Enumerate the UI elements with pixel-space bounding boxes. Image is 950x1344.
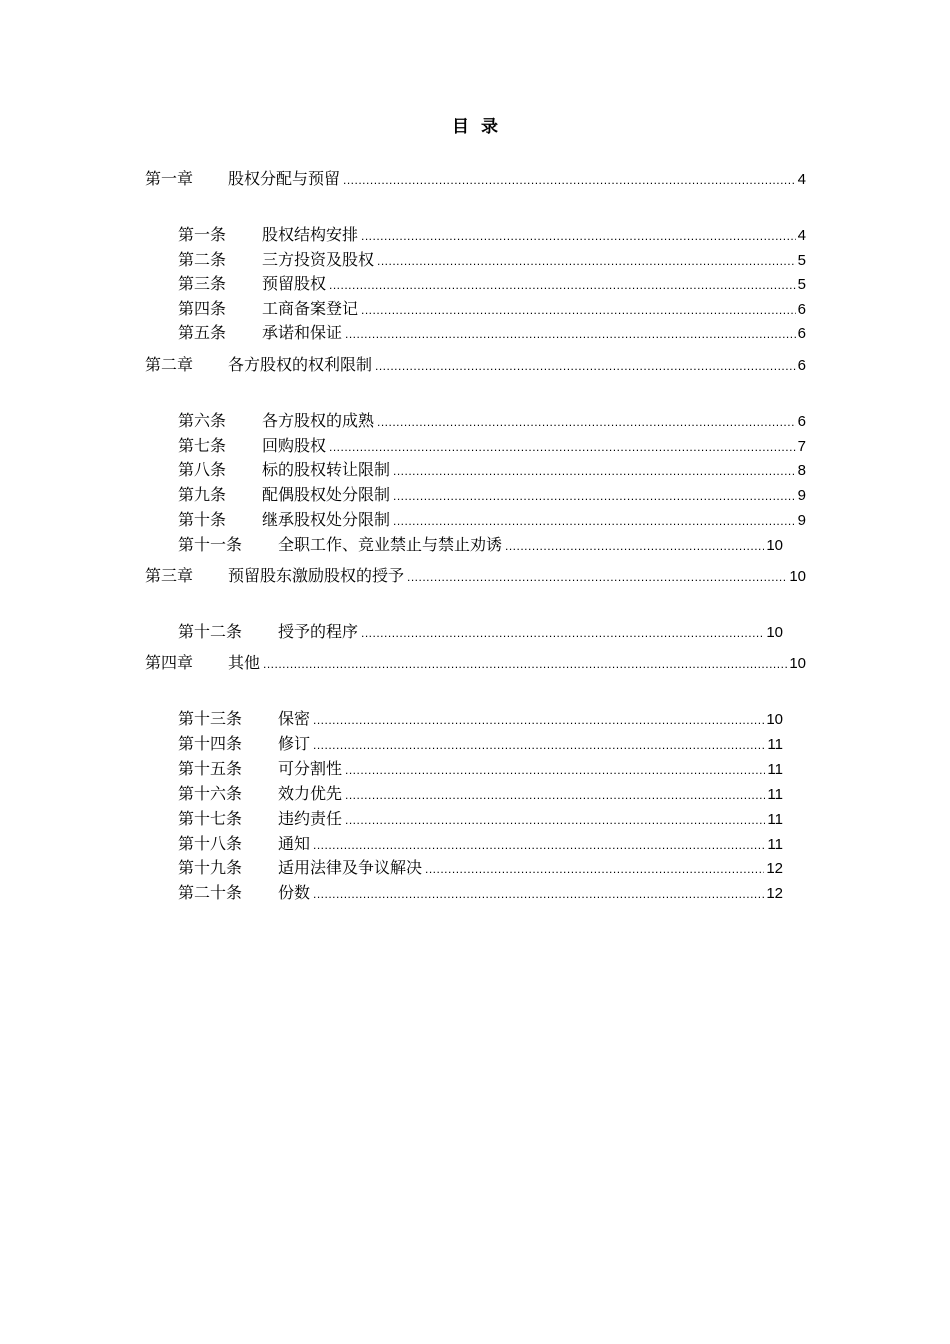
toc-entry-number: 第六条	[178, 411, 227, 430]
toc-page-number: 9	[797, 512, 806, 529]
toc-dot-leader	[505, 536, 764, 556]
toc-dot-leader	[361, 226, 796, 246]
toc-entry-title: 适用法律及争议解决	[278, 858, 423, 877]
toc-article-entry[interactable]	[178, 809, 783, 829]
toc-entry-number: 第二条	[178, 250, 227, 269]
toc-entry-number: 第十八条	[178, 834, 243, 853]
toc-chapter-entry[interactable]	[145, 169, 806, 189]
toc-article-entry[interactable]	[178, 535, 783, 555]
toc-page-number: 6	[797, 301, 806, 318]
toc-entry-title: 回购股权	[262, 436, 327, 455]
toc-entry-number: 第八条	[178, 460, 227, 479]
toc-entry-number: 第十五条	[178, 759, 243, 778]
toc-dot-leader	[329, 275, 796, 295]
toc-entry-title: 股权结构安排	[262, 225, 359, 244]
toc-article-entry[interactable]	[178, 759, 783, 779]
toc-article-entry[interactable]	[178, 250, 806, 270]
toc-article-entry[interactable]	[178, 883, 783, 903]
toc-entry-number: 第一条	[178, 225, 227, 244]
toc-article-entry[interactable]	[178, 622, 783, 642]
toc-dot-leader	[345, 785, 765, 805]
toc-entry-number: 第三条	[178, 274, 227, 293]
toc-entry-title: 份数	[278, 883, 311, 902]
toc-page-number: 11	[767, 811, 783, 828]
toc-article-entry[interactable]	[178, 485, 806, 505]
toc-dot-leader	[393, 486, 796, 506]
toc-dot-leader	[393, 461, 796, 481]
toc-dot-leader	[377, 251, 796, 271]
toc-dot-leader	[361, 300, 796, 320]
toc-entry-number: 第十条	[178, 510, 227, 529]
toc-page-number: 11	[767, 736, 783, 753]
toc-entry-number: 第三章	[145, 566, 194, 585]
toc-page-number: 10	[789, 568, 806, 585]
toc-entry-title: 效力优先	[278, 784, 343, 803]
toc-page-number: 9	[797, 487, 806, 504]
toc-dot-leader	[343, 170, 796, 190]
toc-article-entry[interactable]	[178, 834, 783, 854]
toc-page-number: 4	[797, 171, 806, 188]
toc-entry-title: 预留股东激励股权的授予	[228, 566, 405, 585]
toc-article-entry[interactable]	[178, 709, 783, 729]
toc-entry-title: 可分割性	[278, 759, 343, 778]
toc-article-entry[interactable]	[178, 411, 806, 431]
toc-dot-leader	[329, 437, 796, 457]
toc-dot-leader	[263, 654, 787, 674]
toc-entry-number: 第五条	[178, 323, 227, 342]
toc-article-entry[interactable]	[178, 323, 806, 343]
toc-article-entry[interactable]	[178, 510, 806, 530]
toc-entry-title: 各方股权的权利限制	[228, 355, 373, 374]
toc-entry-title: 股权分配与预留	[228, 169, 341, 188]
toc-entry-title: 标的股权转让限制	[262, 460, 391, 479]
toc-article-entry[interactable]	[178, 274, 806, 294]
toc-entry-title: 违约责任	[278, 809, 343, 828]
toc-entry-number: 第一章	[145, 169, 194, 188]
toc-entry-number: 第九条	[178, 485, 227, 504]
toc-page-number: 6	[797, 325, 806, 342]
toc-entry-number: 第十四条	[178, 734, 243, 753]
toc-chapter-entry[interactable]	[145, 566, 806, 586]
toc-entry-number: 第十六条	[178, 784, 243, 803]
toc-entry-number: 第十一条	[178, 535, 243, 554]
toc-page-number: 8	[797, 462, 806, 479]
toc-title	[0, 112, 950, 137]
toc-entry-title: 通知	[278, 834, 311, 853]
toc-article-entry[interactable]	[178, 858, 783, 878]
toc-entry-number: 第十九条	[178, 858, 243, 877]
toc-page-number: 5	[797, 276, 806, 293]
toc-page-number: 12	[766, 860, 783, 877]
toc-dot-leader	[377, 412, 796, 432]
toc-article-entry[interactable]	[178, 784, 783, 804]
toc-entry-title: 授予的程序	[278, 622, 359, 641]
toc-page-number: 11	[767, 836, 783, 853]
toc-page-number: 5	[797, 252, 806, 269]
toc-entry-title: 其他	[228, 653, 261, 672]
toc-dot-leader	[361, 623, 764, 643]
toc-dot-leader	[345, 324, 796, 344]
toc-dot-leader	[393, 511, 796, 531]
toc-entry-title: 承诺和保证	[262, 323, 343, 342]
toc-page-number: 10	[789, 655, 806, 672]
toc-article-entry[interactable]	[178, 225, 806, 245]
toc-entry-title: 继承股权处分限制	[262, 510, 391, 529]
toc-dot-leader	[345, 760, 765, 780]
toc-chapter-entry[interactable]	[145, 355, 806, 375]
toc-entry-number: 第四章	[145, 653, 194, 672]
toc-dot-leader	[313, 835, 765, 855]
toc-entry-number: 第十二条	[178, 622, 243, 641]
toc-entry-number: 第十三条	[178, 709, 243, 728]
toc-dot-leader	[425, 859, 764, 879]
toc-article-entry[interactable]	[178, 734, 783, 754]
toc-article-entry[interactable]	[178, 436, 806, 456]
toc-page-number: 6	[797, 413, 806, 430]
toc-article-entry[interactable]	[178, 299, 806, 319]
toc-dot-leader	[345, 810, 765, 830]
toc-entry-number: 第二章	[145, 355, 194, 374]
toc-entry-title: 三方投资及股权	[262, 250, 375, 269]
toc-chapter-entry[interactable]	[145, 653, 806, 673]
toc-page-number: 10	[766, 624, 783, 641]
toc-article-entry[interactable]	[178, 460, 806, 480]
toc-page-number: 11	[767, 761, 783, 778]
toc-entry-title: 预留股权	[262, 274, 327, 293]
toc-entry-number: 第七条	[178, 436, 227, 455]
toc-entry-number: 第二十条	[178, 883, 243, 902]
toc-dot-leader	[375, 356, 796, 376]
toc-dot-leader	[407, 567, 787, 587]
toc-entry-title: 配偶股权处分限制	[262, 485, 391, 504]
toc-entry-title: 全职工作、竞业禁止与禁止劝诱	[278, 535, 503, 554]
toc-dot-leader	[313, 884, 764, 904]
toc-title-char-1: 目	[452, 117, 469, 137]
toc-entry-number: 第四条	[178, 299, 227, 318]
toc-title-char-2: 录	[481, 117, 498, 137]
toc-entry-title: 修订	[278, 734, 311, 753]
toc-entry-title: 工商备案登记	[262, 299, 359, 318]
toc-page-number: 10	[766, 711, 783, 728]
toc-page-number: 12	[766, 885, 783, 902]
toc-entry-number: 第十七条	[178, 809, 243, 828]
toc-entry-title: 保密	[278, 709, 311, 728]
toc-dot-leader	[313, 735, 765, 755]
toc-page-number: 11	[767, 786, 783, 803]
toc-page-number: 6	[797, 357, 806, 374]
toc-page-number: 10	[766, 537, 783, 554]
toc-entry-title: 各方股权的成熟	[262, 411, 375, 430]
toc-page-number: 4	[797, 227, 806, 244]
toc-page-number: 7	[797, 438, 806, 455]
toc-dot-leader	[313, 710, 764, 730]
